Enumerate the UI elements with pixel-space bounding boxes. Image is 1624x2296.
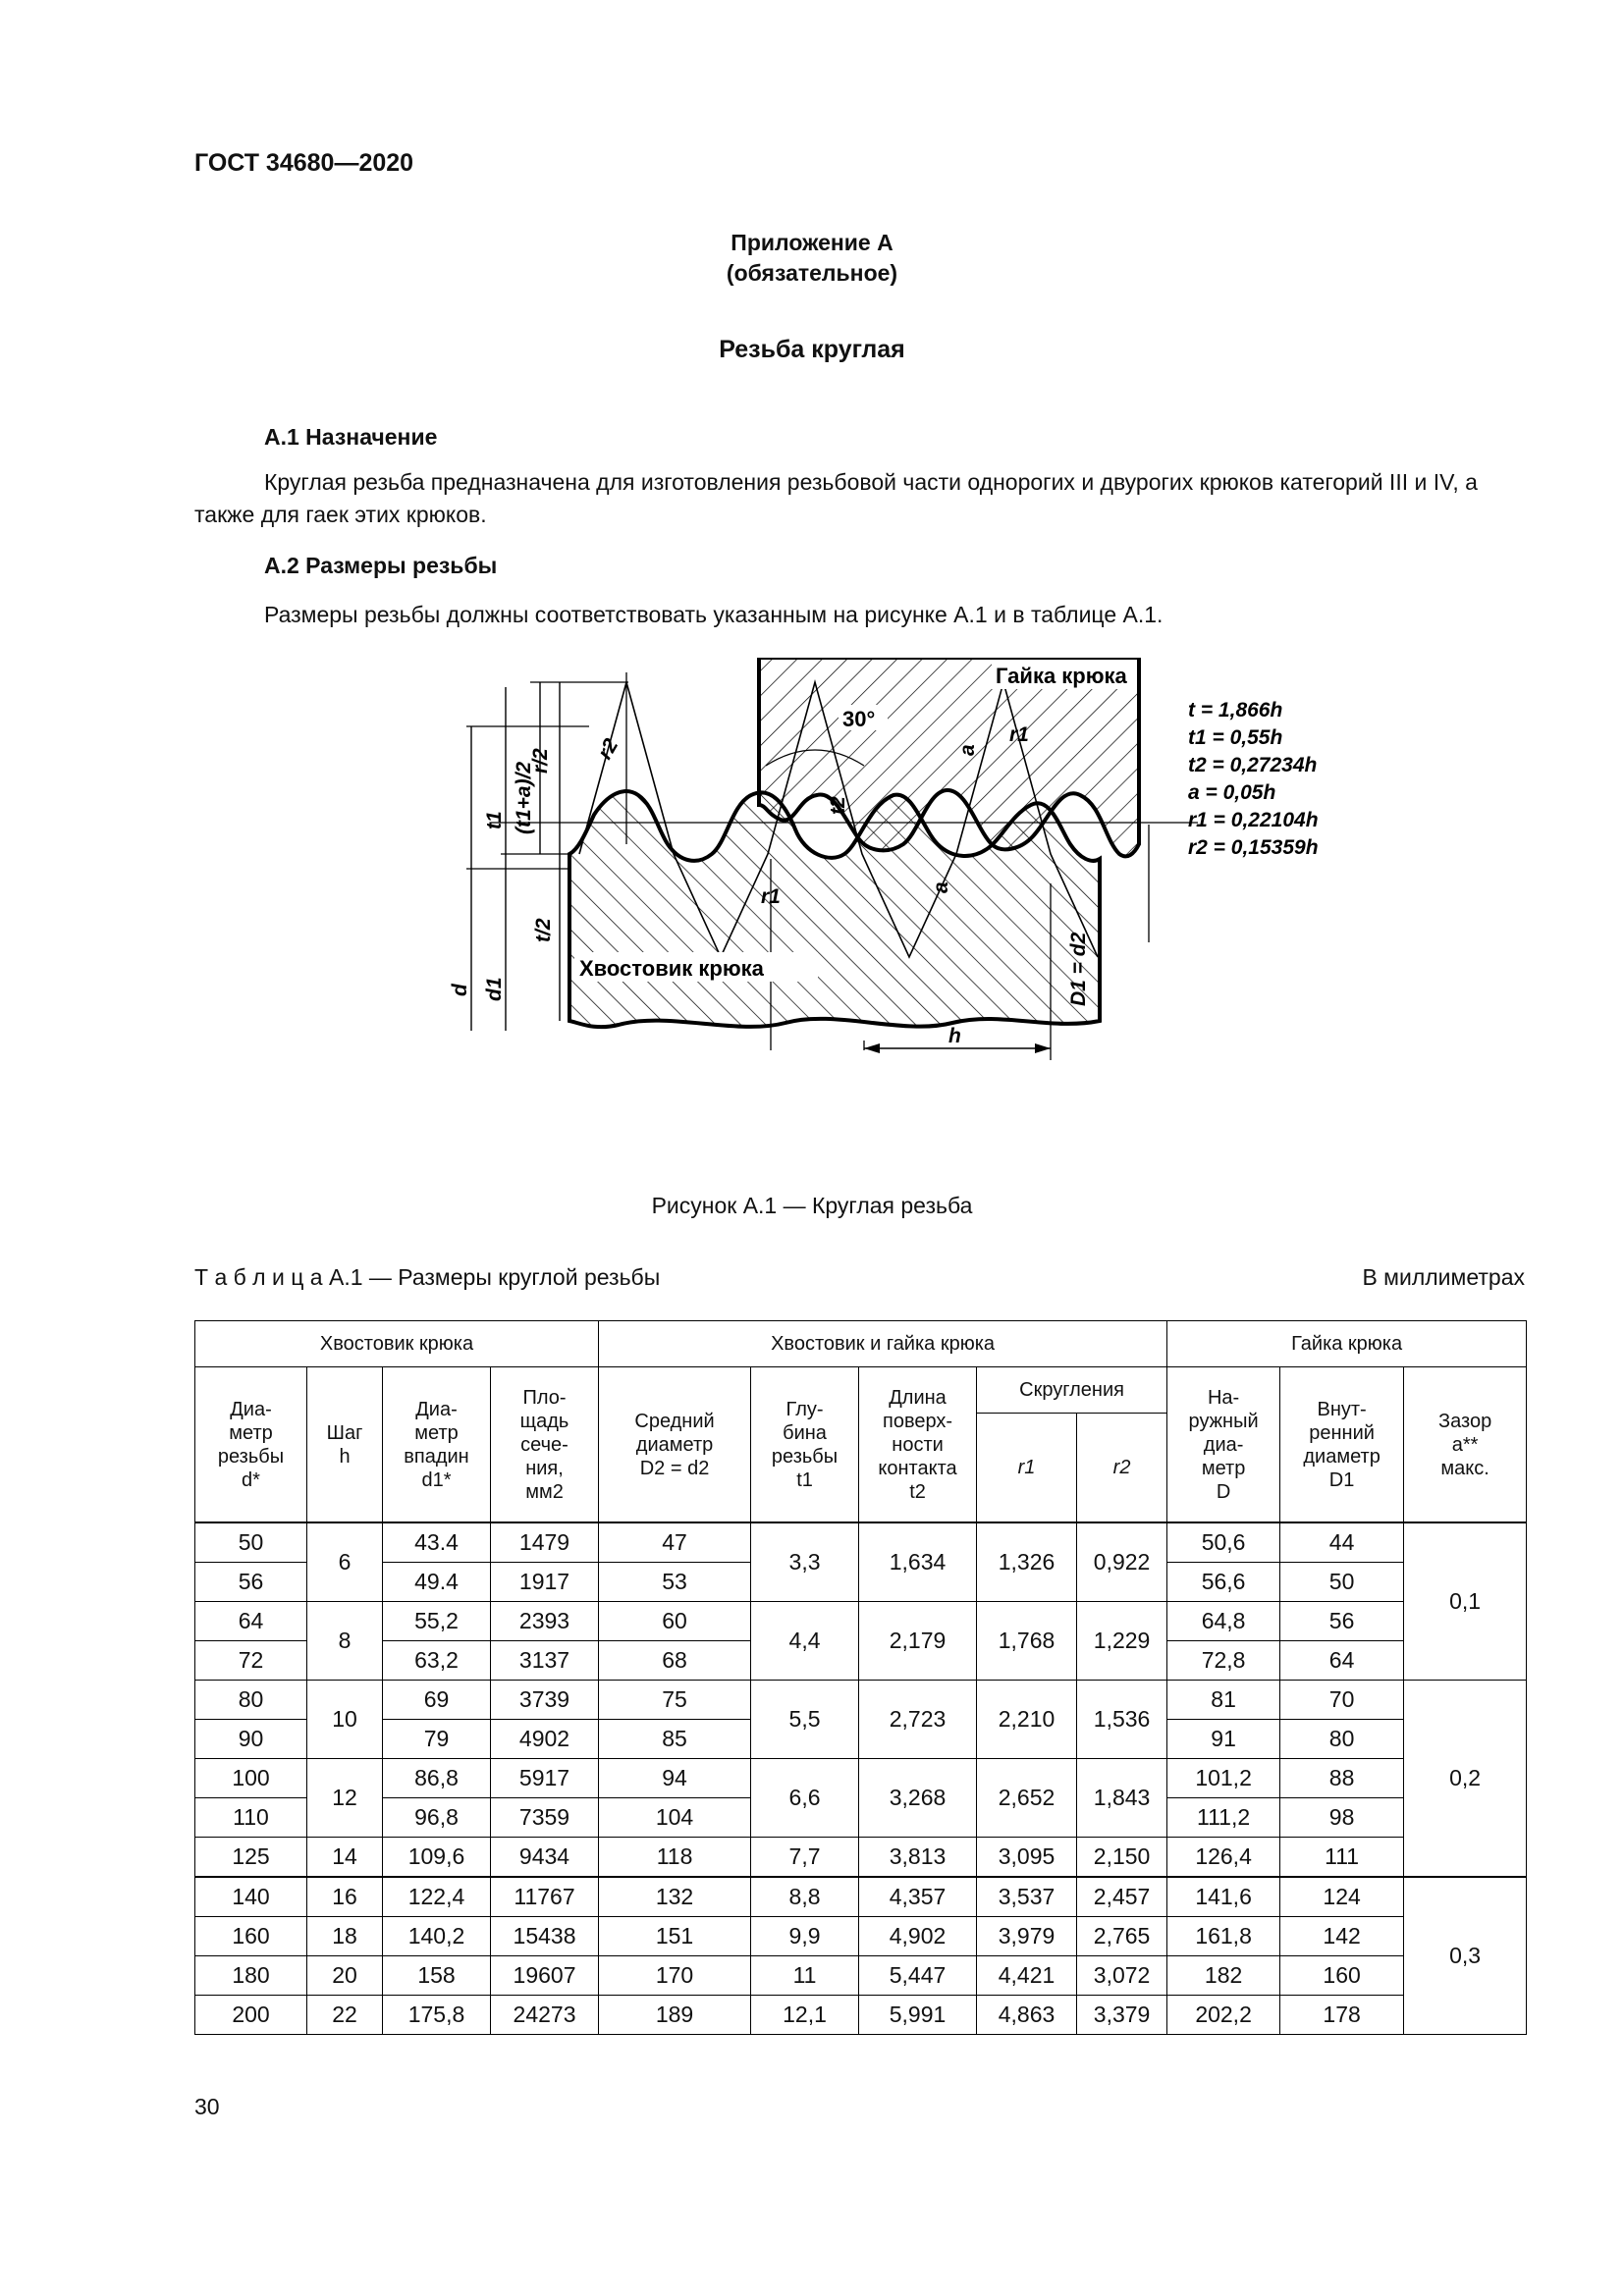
cell-D: 91 [1167, 1720, 1280, 1759]
dim-t2: t2 [827, 796, 849, 815]
formula-t2: t2 = 0,27234h [1188, 754, 1318, 776]
cell-area: 5917 [491, 1759, 599, 1798]
cell-D1: 64 [1280, 1641, 1404, 1681]
cell-D1: 80 [1280, 1720, 1404, 1759]
col-header-t2: Длина поверх- ности контакта t2 [859, 1367, 977, 1523]
cell-d2: 170 [599, 1956, 751, 1996]
cell-d1: 158 [383, 1956, 491, 1996]
page-number: 30 [194, 2094, 220, 2119]
cell-d: 56 [195, 1563, 307, 1602]
formula-r2: r2 = 0,15359h [1188, 836, 1319, 859]
cell-d1: 79 [383, 1720, 491, 1759]
cell-area: 3739 [491, 1681, 599, 1720]
cell-t1: 4,4 [751, 1602, 859, 1681]
cell-r2: 2,765 [1077, 1917, 1167, 1956]
cell-h: 6 [307, 1522, 383, 1602]
cell-D: 64,8 [1167, 1602, 1280, 1641]
dim-r1-upper: r1 [1009, 723, 1029, 746]
cell-d: 72 [195, 1641, 307, 1681]
cell-d2: 151 [599, 1917, 751, 1956]
dim-t-half: t/2 [532, 918, 555, 942]
cell-d: 180 [195, 1956, 307, 1996]
main-title: Резьба круглая [719, 336, 905, 363]
cell-r2: 1,843 [1077, 1759, 1167, 1838]
cell-D1: 50 [1280, 1563, 1404, 1602]
formula-t1: t1 = 0,55h [1188, 726, 1283, 749]
cell-r1: 3,537 [977, 1877, 1077, 1917]
cell-clearance: 0,3 [1404, 1877, 1527, 2035]
cell-t1: 5,5 [751, 1681, 859, 1759]
cell-d1: 69 [383, 1681, 491, 1720]
cell-t2: 5,447 [859, 1956, 977, 1996]
cell-area: 2393 [491, 1602, 599, 1641]
label-nut: Гайка крюка [996, 664, 1127, 688]
cell-t2: 5,991 [859, 1996, 977, 2035]
col-header-D: На- ружный диа- метр D [1167, 1367, 1280, 1523]
section-a2-text: Размеры резьбы должны соответствовать указанным на рисунке А.1 и в таблице А.1. [264, 602, 1164, 627]
cell-d: 160 [195, 1917, 307, 1956]
section-a2-title: А.2 Размеры резьбы [264, 553, 498, 578]
col-header-d2: Средний диаметр D2 = d2 [599, 1367, 751, 1523]
dim-a-upper: a [956, 744, 979, 756]
col-header-area: Пло- щадь сече- ния, мм2 [491, 1367, 599, 1523]
section-a1-title: А.1 Назначение [264, 424, 438, 450]
cell-D: 126,4 [1167, 1838, 1280, 1878]
cell-r1: 3,095 [977, 1838, 1077, 1878]
label-angle: 30° [842, 707, 876, 731]
cell-d2: 68 [599, 1641, 751, 1681]
cell-d1: 43.4 [383, 1522, 491, 1563]
cell-t1: 7,7 [751, 1838, 859, 1878]
cell-d1: 109,6 [383, 1838, 491, 1878]
formula-a: a = 0,05h [1188, 781, 1276, 804]
cell-h: 22 [307, 1996, 383, 2035]
cell-r2: 1,536 [1077, 1681, 1167, 1759]
cell-D1: 98 [1280, 1798, 1404, 1838]
group-nut: Гайка крюка [1167, 1321, 1527, 1367]
cell-d2: 118 [599, 1838, 751, 1878]
label-shank: Хвостовик крюка [579, 956, 764, 981]
cell-t2: 3,813 [859, 1838, 977, 1878]
cell-h: 14 [307, 1838, 383, 1878]
cell-d: 50 [195, 1522, 307, 1563]
cell-r1: 2,652 [977, 1759, 1077, 1838]
col-header-D1: Внут- ренний диаметр D1 [1280, 1367, 1404, 1523]
cell-r1: 2,210 [977, 1681, 1077, 1759]
cell-d: 64 [195, 1602, 307, 1641]
thread-dimensions-table [194, 1320, 1527, 2035]
cell-D1: 88 [1280, 1759, 1404, 1798]
cell-d1: 63,2 [383, 1641, 491, 1681]
cell-t2: 2,179 [859, 1602, 977, 1681]
cell-d: 100 [195, 1759, 307, 1798]
cell-t2: 1,634 [859, 1522, 977, 1602]
cell-t2: 3,268 [859, 1759, 977, 1838]
cell-r2: 2,150 [1077, 1838, 1167, 1878]
cell-clearance: 0,2 [1404, 1681, 1527, 1878]
cell-D: 182 [1167, 1956, 1280, 1996]
cell-h: 10 [307, 1681, 383, 1759]
cell-h: 12 [307, 1759, 383, 1838]
cell-D1: 160 [1280, 1956, 1404, 1996]
cell-r1: 3,979 [977, 1917, 1077, 1956]
cell-D: 111,2 [1167, 1798, 1280, 1838]
table-caption: Т а б л и ц а А.1 — Размеры круглой резьбы [194, 1264, 661, 1290]
cell-r2: 0,922 [1077, 1522, 1167, 1602]
cell-d2: 47 [599, 1522, 751, 1563]
shank-section [569, 791, 1100, 1027]
cell-area: 1917 [491, 1563, 599, 1602]
cell-D: 161,8 [1167, 1917, 1280, 1956]
cell-h: 16 [307, 1877, 383, 1917]
cell-D1: 178 [1280, 1996, 1404, 2035]
cell-r2: 3,379 [1077, 1996, 1167, 2035]
appendix-title: Приложение А [731, 230, 893, 255]
dim-t1a2: (t1+a)/2 [513, 761, 535, 834]
cell-D: 72,8 [1167, 1641, 1280, 1681]
cell-d: 140 [195, 1877, 307, 1917]
cell-d: 200 [195, 1996, 307, 2035]
cell-d2: 94 [599, 1759, 751, 1798]
col-header-r2: r2 [1077, 1414, 1167, 1523]
cell-D: 56,6 [1167, 1563, 1280, 1602]
dim-a-lower: a [930, 881, 952, 893]
formula-r1: r1 = 0,22104h [1188, 809, 1319, 831]
col-header-r1: r1 [977, 1414, 1077, 1523]
cell-d: 125 [195, 1838, 307, 1878]
section-a1-text: Круглая резьба предназначена для изготовления резьбовой части однорогих и двурогих крюков категорий III и IV, а также для гаек этих крюков. [194, 469, 1478, 527]
cell-D: 50,6 [1167, 1522, 1280, 1563]
cell-area: 19607 [491, 1956, 599, 1996]
cell-r1: 1,768 [977, 1602, 1077, 1681]
document-id: ГОСТ 34680—2020 [194, 149, 414, 177]
cell-D: 81 [1167, 1681, 1280, 1720]
cell-D1: 56 [1280, 1602, 1404, 1641]
cell-area: 3137 [491, 1641, 599, 1681]
cell-r1: 4,421 [977, 1956, 1077, 1996]
thread-profile-figure [373, 658, 1335, 1090]
dim-h: h [948, 1025, 961, 1047]
dim-r1-lower: r1 [761, 885, 781, 908]
group-roundings: Скругления [977, 1367, 1167, 1414]
cell-t2: 2,723 [859, 1681, 977, 1759]
dim-d: d [449, 984, 471, 996]
cell-d2: 104 [599, 1798, 751, 1838]
cell-area: 9434 [491, 1838, 599, 1878]
cell-D: 101,2 [1167, 1759, 1280, 1798]
formula-t: t = 1,866h [1188, 699, 1283, 721]
cell-h: 18 [307, 1917, 383, 1956]
col-header-t1: Глу- бина резьбы t1 [751, 1367, 859, 1523]
cell-area: 24273 [491, 1996, 599, 2035]
cell-d2: 75 [599, 1681, 751, 1720]
cell-t1: 9,9 [751, 1917, 859, 1956]
group-shank-nut: Хвостовик и гайка крюка [599, 1321, 1167, 1367]
cell-t1: 11 [751, 1956, 859, 1996]
cell-d: 110 [195, 1798, 307, 1838]
cell-d1: 122,4 [383, 1877, 491, 1917]
cell-area: 4902 [491, 1720, 599, 1759]
dim-r2: r2 [593, 734, 623, 764]
cell-d2: 189 [599, 1996, 751, 2035]
cell-D1: 111 [1280, 1838, 1404, 1878]
cell-d1: 86,8 [383, 1759, 491, 1798]
cell-d1: 55,2 [383, 1602, 491, 1641]
cell-d: 80 [195, 1681, 307, 1720]
cell-r1: 4,863 [977, 1996, 1077, 2035]
cell-area: 11767 [491, 1877, 599, 1917]
cell-d1: 49.4 [383, 1563, 491, 1602]
appendix-status: (обязательное) [726, 260, 898, 286]
cell-D1: 70 [1280, 1681, 1404, 1720]
figure-caption: Рисунок А.1 — Круглая резьба [651, 1193, 973, 1218]
cell-r1: 1,326 [977, 1522, 1077, 1602]
cell-h: 8 [307, 1602, 383, 1681]
table-units: В миллиметрах [1362, 1264, 1525, 1290]
cell-D1: 44 [1280, 1522, 1404, 1563]
col-header-d: Диа- метр резьбы d* [195, 1367, 307, 1523]
cell-t1: 12,1 [751, 1996, 859, 2035]
cell-D1: 142 [1280, 1917, 1404, 1956]
cell-t1: 8,8 [751, 1877, 859, 1917]
appendix-heading [0, 228, 1624, 289]
cell-area: 15438 [491, 1917, 599, 1956]
cell-d1: 175,8 [383, 1996, 491, 2035]
cell-area: 7359 [491, 1798, 599, 1838]
cell-D1: 124 [1280, 1877, 1404, 1917]
dim-D1-d2: D1 = d2 [1067, 932, 1090, 1006]
cell-clearance: 0,1 [1404, 1522, 1527, 1681]
cell-d1: 140,2 [383, 1917, 491, 1956]
cell-h: 20 [307, 1956, 383, 1996]
cell-d2: 85 [599, 1720, 751, 1759]
cell-D: 141,6 [1167, 1877, 1280, 1917]
cell-t2: 4,902 [859, 1917, 977, 1956]
cell-t2: 4,357 [859, 1877, 977, 1917]
col-header-d1: Диа- метр впадин d1* [383, 1367, 491, 1523]
dim-r2-half: r/2 [529, 748, 552, 774]
cell-D: 202,2 [1167, 1996, 1280, 2035]
cell-d1: 96,8 [383, 1798, 491, 1838]
col-header-h: Шаг h [307, 1367, 383, 1523]
cell-t1: 3,3 [751, 1522, 859, 1602]
dim-d1: d1 [483, 977, 506, 1001]
cell-r2: 2,457 [1077, 1877, 1167, 1917]
cell-d: 90 [195, 1720, 307, 1759]
col-header-a: Зазор a** макс. [1404, 1367, 1527, 1523]
cell-r2: 1,229 [1077, 1602, 1167, 1681]
cell-d2: 53 [599, 1563, 751, 1602]
cell-area: 1479 [491, 1522, 599, 1563]
dim-t1: t1 [483, 811, 506, 829]
cell-r2: 3,072 [1077, 1956, 1167, 1996]
cell-t1: 6,6 [751, 1759, 859, 1838]
group-shank: Хвостовик крюка [195, 1321, 599, 1367]
cell-d2: 60 [599, 1602, 751, 1641]
cell-d2: 132 [599, 1877, 751, 1917]
